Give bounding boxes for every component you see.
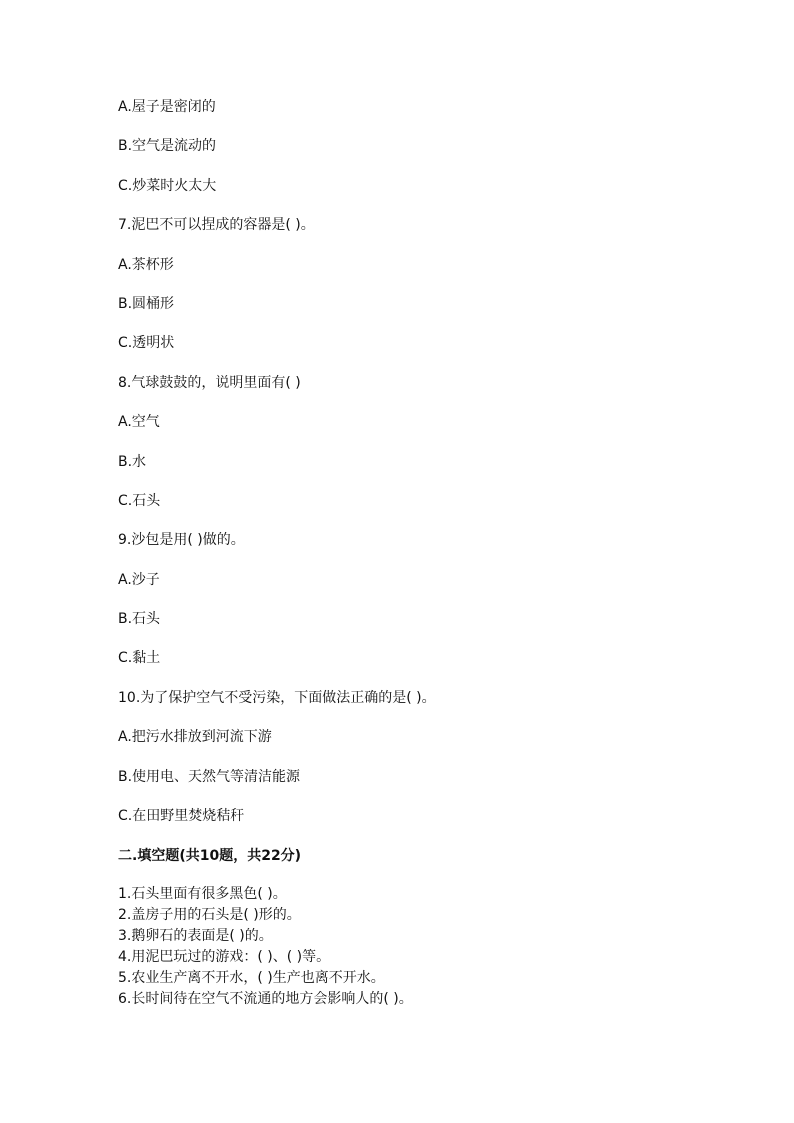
q7-option-a: A.茶杯形 (118, 257, 174, 273)
q8-stem: 8.气球鼓鼓的，说明里面有( ) (118, 375, 301, 391)
q7-stem: 7.泥巴不可以捏成的容器是( )。 (118, 217, 315, 233)
q7-option-c: C.透明状 (118, 335, 175, 351)
q9-option-c: C.黏土 (118, 650, 161, 666)
q6-option-c: C.炒菜时火太大 (118, 178, 217, 194)
q10-option-c: C.在田野里焚烧秸秆 (118, 808, 245, 824)
q6-option-b: B.空气是流动的 (118, 138, 217, 154)
fill-item: 1.石头里面有很多黑色( )。 (118, 886, 287, 902)
fill-item: 6.长时间待在空气不流通的地方会影响人的( )。 (118, 991, 413, 1007)
q9-stem: 9.沙包是用( )做的。 (118, 532, 245, 548)
q8-option-b: B.水 (118, 454, 147, 470)
q7-option-b: B.圆桶形 (118, 296, 175, 312)
q10-option-b: B.使用电、天然气等清洁能源 (118, 769, 301, 785)
q6-option-a: A.屋子是密闭的 (118, 99, 216, 115)
q8-option-c: C.石头 (118, 493, 161, 509)
fill-item: 4.用泥巴玩过的游戏：( )、( )等。 (118, 949, 331, 965)
q9-option-a: A.沙子 (118, 572, 160, 588)
fill-item: 5.农业生产离不开水，( )生产也离不开水。 (118, 970, 385, 986)
q9-option-b: B.石头 (118, 611, 161, 627)
q8-option-a: A.空气 (118, 414, 160, 430)
section-heading: 二.填空题(共10题，共22分) (118, 848, 302, 864)
fill-item: 2.盖房子用的石头是( )形的。 (118, 907, 301, 923)
q10-stem: 10.为了保护空气不受污染，下面做法正确的是( )。 (118, 690, 436, 706)
q10-option-a: A.把污水排放到河流下游 (118, 729, 272, 745)
fill-item: 3.鹅卵石的表面是( )的。 (118, 928, 273, 944)
